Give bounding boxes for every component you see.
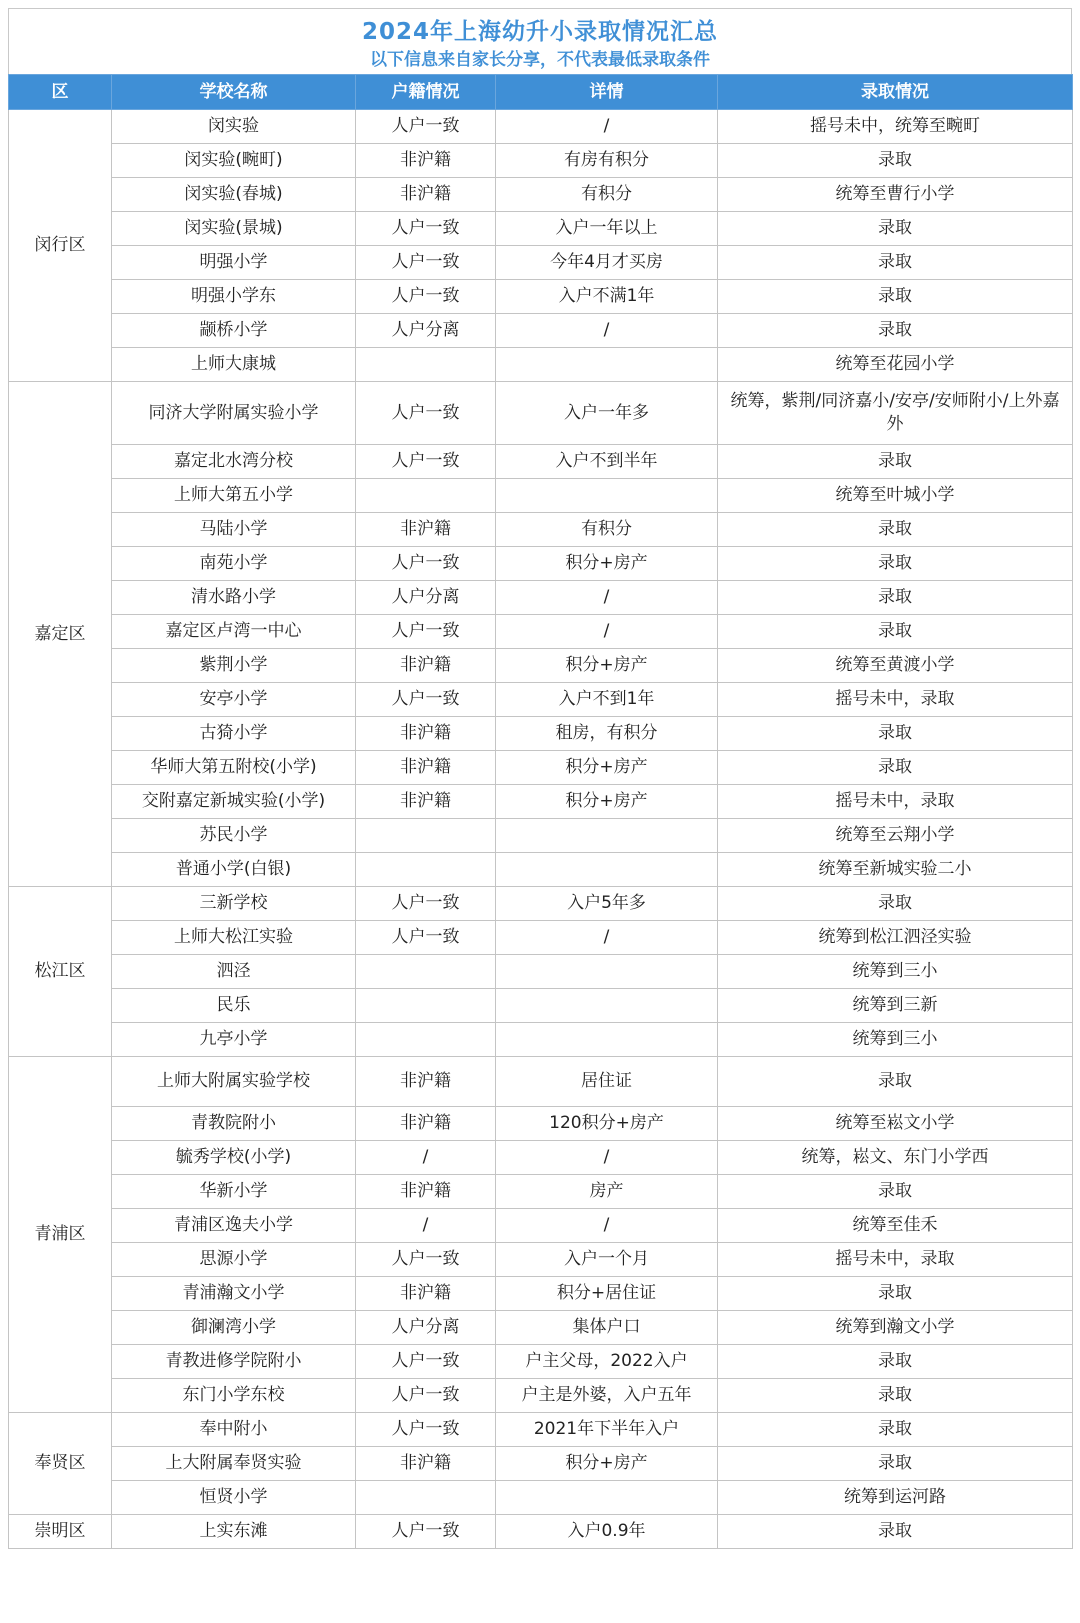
page-subtitle: 以下信息来自家长分享，不代表最低录取条件 <box>370 50 710 70</box>
result-cell: 录取 <box>718 887 1073 921</box>
table-row <box>9 178 1073 212</box>
hukou-cell: 人户一致 <box>356 921 496 955</box>
school-name-cell: 交附嘉定新城实验(小学) <box>112 785 356 819</box>
result-cell: 录取 <box>718 1515 1073 1549</box>
result-cell: 统筹至新城实验二小 <box>718 853 1073 887</box>
hukou-cell: 人户一致 <box>356 1345 496 1379</box>
detail-cell: / <box>496 110 718 144</box>
hukou-cell: 非沪籍 <box>356 513 496 547</box>
detail-cell <box>496 1481 718 1515</box>
detail-cell: 有积分 <box>496 178 718 212</box>
table-body <box>9 110 1073 1549</box>
school-name-cell: 华师大第五附校(小学) <box>112 751 356 785</box>
hukou-cell: 人户一致 <box>356 246 496 280</box>
school-name-cell: 闵实验(春城) <box>112 178 356 212</box>
result-cell: 录取 <box>718 144 1073 178</box>
hukou-cell: 人户一致 <box>356 445 496 479</box>
result-cell: 统筹，紫荆/同济嘉小/安亭/安师附小/上外嘉外 <box>718 382 1073 445</box>
hukou-cell <box>356 955 496 989</box>
table-row <box>9 581 1073 615</box>
result-cell: 摇号未中，录取 <box>718 683 1073 717</box>
school-name-cell: 上师大第五小学 <box>112 479 356 513</box>
detail-cell: 入户不到1年 <box>496 683 718 717</box>
result-cell: 录取 <box>718 1345 1073 1379</box>
hukou-cell <box>356 1023 496 1057</box>
table-row <box>9 1447 1073 1481</box>
school-name-cell: 安亭小学 <box>112 683 356 717</box>
hukou-cell: 非沪籍 <box>356 1277 496 1311</box>
table-row <box>9 1107 1073 1141</box>
table-row <box>9 1345 1073 1379</box>
result-cell: 录取 <box>718 1379 1073 1413</box>
school-name-cell: 三新学校 <box>112 887 356 921</box>
detail-cell <box>496 1023 718 1057</box>
table-row <box>9 513 1073 547</box>
detail-cell: 积分+房产 <box>496 649 718 683</box>
detail-cell: / <box>496 1209 718 1243</box>
hukou-cell: 人户一致 <box>356 1379 496 1413</box>
table-row <box>9 314 1073 348</box>
detail-cell: / <box>496 314 718 348</box>
table-row <box>9 785 1073 819</box>
hukou-cell: 非沪籍 <box>356 1447 496 1481</box>
school-name-cell: 恒贤小学 <box>112 1481 356 1515</box>
table-row <box>9 853 1073 887</box>
school-name-cell: 思源小学 <box>112 1243 356 1277</box>
school-name-cell: 上师大松江实验 <box>112 921 356 955</box>
school-name-cell: 闵实验(景城) <box>112 212 356 246</box>
result-cell: 录取 <box>718 1413 1073 1447</box>
school-name-cell: 马陆小学 <box>112 513 356 547</box>
school-name-cell: 青浦瀚文小学 <box>112 1277 356 1311</box>
result-cell: 统筹到瀚文小学 <box>718 1311 1073 1345</box>
school-name-cell: 普通小学(白银) <box>112 853 356 887</box>
table-row <box>9 144 1073 178</box>
result-cell: 统筹到三新 <box>718 989 1073 1023</box>
school-name-cell: 东门小学东校 <box>112 1379 356 1413</box>
table-row <box>9 212 1073 246</box>
table-row <box>9 955 1073 989</box>
detail-cell <box>496 479 718 513</box>
hukou-cell: 非沪籍 <box>356 649 496 683</box>
school-name-cell: 同济大学附属实验小学 <box>112 382 356 445</box>
result-cell: 统筹至黄渡小学 <box>718 649 1073 683</box>
table-row <box>9 751 1073 785</box>
school-name-cell: 九亭小学 <box>112 1023 356 1057</box>
school-name-cell: 苏民小学 <box>112 819 356 853</box>
detail-cell: 户主父母，2022入户 <box>496 1345 718 1379</box>
detail-cell: 今年4月才买房 <box>496 246 718 280</box>
hukou-cell: 非沪籍 <box>356 144 496 178</box>
result-cell: 统筹至云翔小学 <box>718 819 1073 853</box>
column-header-result: 录取情况 <box>718 75 1073 110</box>
school-name-cell: 古猗小学 <box>112 717 356 751</box>
result-cell: 统筹至花园小学 <box>718 348 1073 382</box>
hukou-cell: 人户一致 <box>356 887 496 921</box>
detail-cell <box>496 955 718 989</box>
hukou-cell <box>356 1481 496 1515</box>
table-row <box>9 887 1073 921</box>
table-row <box>9 1141 1073 1175</box>
hukou-cell: 非沪籍 <box>356 1107 496 1141</box>
table-row <box>9 280 1073 314</box>
result-cell: 录取 <box>718 751 1073 785</box>
detail-cell: 积分+房产 <box>496 785 718 819</box>
table-row <box>9 1515 1073 1549</box>
result-cell: 录取 <box>718 1175 1073 1209</box>
detail-cell: 入户5年多 <box>496 887 718 921</box>
column-header-hukou: 户籍情况 <box>356 75 496 110</box>
table-row <box>9 382 1073 445</box>
result-cell: 录取 <box>718 717 1073 751</box>
table-row <box>9 110 1073 144</box>
school-name-cell: 颛桥小学 <box>112 314 356 348</box>
table-row <box>9 649 1073 683</box>
result-cell: 统筹到三小 <box>718 955 1073 989</box>
school-name-cell: 民乐 <box>112 989 356 1023</box>
detail-cell <box>496 819 718 853</box>
detail-cell: / <box>496 1141 718 1175</box>
result-cell: 录取 <box>718 581 1073 615</box>
detail-cell: / <box>496 581 718 615</box>
result-cell: 录取 <box>718 280 1073 314</box>
column-header-district: 区 <box>9 75 112 110</box>
column-header-detail: 详情 <box>496 75 718 110</box>
result-cell: 统筹到三小 <box>718 1023 1073 1057</box>
hukou-cell: 人户一致 <box>356 683 496 717</box>
result-cell: 统筹到运河路 <box>718 1481 1073 1515</box>
hukou-cell: 非沪籍 <box>356 785 496 819</box>
hukou-cell: 人户一致 <box>356 212 496 246</box>
hukou-cell: 人户一致 <box>356 1413 496 1447</box>
result-cell: 录取 <box>718 1057 1073 1107</box>
school-name-cell: 上师大附属实验学校 <box>112 1057 356 1107</box>
hukou-cell: 人户分离 <box>356 314 496 348</box>
detail-cell: 积分+居住证 <box>496 1277 718 1311</box>
school-name-cell: 青浦区逸夫小学 <box>112 1209 356 1243</box>
hukou-cell: 非沪籍 <box>356 717 496 751</box>
hukou-cell: / <box>356 1141 496 1175</box>
school-name-cell: 御澜湾小学 <box>112 1311 356 1345</box>
district-cell: 奉贤区 <box>9 1413 112 1515</box>
school-name-cell: 毓秀学校(小学) <box>112 1141 356 1175</box>
detail-cell: 积分+房产 <box>496 547 718 581</box>
table-row <box>9 1413 1073 1447</box>
school-name-cell: 明强小学 <box>112 246 356 280</box>
table-row <box>9 819 1073 853</box>
hukou-cell: 非沪籍 <box>356 751 496 785</box>
hukou-cell: 人户一致 <box>356 382 496 445</box>
result-cell: 摇号未中，统筹至畹町 <box>718 110 1073 144</box>
table-row <box>9 1481 1073 1515</box>
table-row <box>9 717 1073 751</box>
school-name-cell: 青教进修学院附小 <box>112 1345 356 1379</box>
result-cell: 摇号未中，录取 <box>718 785 1073 819</box>
result-cell: 统筹，崧文、东门小学西 <box>718 1141 1073 1175</box>
table-row <box>9 1209 1073 1243</box>
table-row <box>9 445 1073 479</box>
school-name-cell: 华新小学 <box>112 1175 356 1209</box>
table-row <box>9 1243 1073 1277</box>
admission-table <box>8 74 1073 1549</box>
table-row <box>9 1379 1073 1413</box>
detail-cell: 户主是外婆，入户五年 <box>496 1379 718 1413</box>
school-name-cell: 泗泾 <box>112 955 356 989</box>
school-name-cell: 上实东滩 <box>112 1515 356 1549</box>
detail-cell: 入户不满1年 <box>496 280 718 314</box>
detail-cell <box>496 348 718 382</box>
result-cell: 录取 <box>718 513 1073 547</box>
table-row <box>9 1277 1073 1311</box>
result-cell: 录取 <box>718 212 1073 246</box>
page-title: 2024年上海幼升小录取情况汇总 <box>361 19 718 45</box>
district-cell: 崇明区 <box>9 1515 112 1549</box>
result-cell: 统筹至叶城小学 <box>718 479 1073 513</box>
table-row <box>9 479 1073 513</box>
hukou-cell <box>356 989 496 1023</box>
result-cell: 统筹至曹行小学 <box>718 178 1073 212</box>
detail-cell: 有积分 <box>496 513 718 547</box>
hukou-cell: 人户一致 <box>356 280 496 314</box>
title-box <box>8 8 1072 74</box>
detail-cell: 积分+房产 <box>496 751 718 785</box>
result-cell: 统筹到松江泗泾实验 <box>718 921 1073 955</box>
district-cell: 松江区 <box>9 887 112 1057</box>
result-cell: 统筹至佳禾 <box>718 1209 1073 1243</box>
school-name-cell: 南苑小学 <box>112 547 356 581</box>
table-row <box>9 348 1073 382</box>
hukou-cell: 非沪籍 <box>356 178 496 212</box>
detail-cell: / <box>496 921 718 955</box>
hukou-cell <box>356 853 496 887</box>
detail-cell: 居住证 <box>496 1057 718 1107</box>
district-cell: 青浦区 <box>9 1057 112 1413</box>
result-cell: 录取 <box>718 615 1073 649</box>
detail-cell <box>496 853 718 887</box>
table-row <box>9 547 1073 581</box>
district-cell: 闵行区 <box>9 110 112 382</box>
school-name-cell: 上师大康城 <box>112 348 356 382</box>
result-cell: 录取 <box>718 1447 1073 1481</box>
school-name-cell: 闵实验(畹町) <box>112 144 356 178</box>
detail-cell: 入户一年多 <box>496 382 718 445</box>
hukou-cell: 人户一致 <box>356 110 496 144</box>
result-cell: 录取 <box>718 314 1073 348</box>
hukou-cell: 人户一致 <box>356 615 496 649</box>
district-cell: 嘉定区 <box>9 382 112 887</box>
detail-cell: 120积分+房产 <box>496 1107 718 1141</box>
school-name-cell: 嘉定北水湾分校 <box>112 445 356 479</box>
hukou-cell <box>356 348 496 382</box>
school-name-cell: 紫荆小学 <box>112 649 356 683</box>
table-row <box>9 1057 1073 1107</box>
hukou-cell <box>356 479 496 513</box>
detail-cell: 房产 <box>496 1175 718 1209</box>
header-row <box>9 75 1073 110</box>
result-cell: 摇号未中，录取 <box>718 1243 1073 1277</box>
hukou-cell: 人户分离 <box>356 1311 496 1345</box>
school-name-cell: 嘉定区卢湾一中心 <box>112 615 356 649</box>
school-name-cell: 奉中附小 <box>112 1413 356 1447</box>
result-cell: 统筹至崧文小学 <box>718 1107 1073 1141</box>
hukou-cell: 人户一致 <box>356 1243 496 1277</box>
detail-cell: / <box>496 615 718 649</box>
school-name-cell: 上大附属奉贤实验 <box>112 1447 356 1481</box>
table-row <box>9 1311 1073 1345</box>
table-row <box>9 921 1073 955</box>
detail-cell: 租房，有积分 <box>496 717 718 751</box>
column-header-school: 学校名称 <box>112 75 356 110</box>
detail-cell: 入户0.9年 <box>496 1515 718 1549</box>
school-name-cell: 明强小学东 <box>112 280 356 314</box>
detail-cell: 入户一年以上 <box>496 212 718 246</box>
detail-cell: 入户不到半年 <box>496 445 718 479</box>
result-cell: 录取 <box>718 445 1073 479</box>
table-row <box>9 989 1073 1023</box>
table-row <box>9 1023 1073 1057</box>
hukou-cell: 非沪籍 <box>356 1175 496 1209</box>
hukou-cell: / <box>356 1209 496 1243</box>
detail-cell: 2021年下半年入户 <box>496 1413 718 1447</box>
hukou-cell: 人户分离 <box>356 581 496 615</box>
hukou-cell <box>356 819 496 853</box>
hukou-cell: 人户一致 <box>356 1515 496 1549</box>
detail-cell: 集体户口 <box>496 1311 718 1345</box>
hukou-cell: 人户一致 <box>356 547 496 581</box>
table-row <box>9 615 1073 649</box>
school-name-cell: 清水路小学 <box>112 581 356 615</box>
detail-cell <box>496 989 718 1023</box>
admission-summary-sheet <box>8 8 1072 1549</box>
detail-cell: 积分+房产 <box>496 1447 718 1481</box>
detail-cell: 入户一个月 <box>496 1243 718 1277</box>
table-row <box>9 246 1073 280</box>
detail-cell: 有房有积分 <box>496 144 718 178</box>
hukou-cell: 非沪籍 <box>356 1057 496 1107</box>
result-cell: 录取 <box>718 246 1073 280</box>
table-row <box>9 1175 1073 1209</box>
result-cell: 录取 <box>718 1277 1073 1311</box>
result-cell: 录取 <box>718 547 1073 581</box>
school-name-cell: 青教院附小 <box>112 1107 356 1141</box>
school-name-cell: 闵实验 <box>112 110 356 144</box>
table-row <box>9 683 1073 717</box>
